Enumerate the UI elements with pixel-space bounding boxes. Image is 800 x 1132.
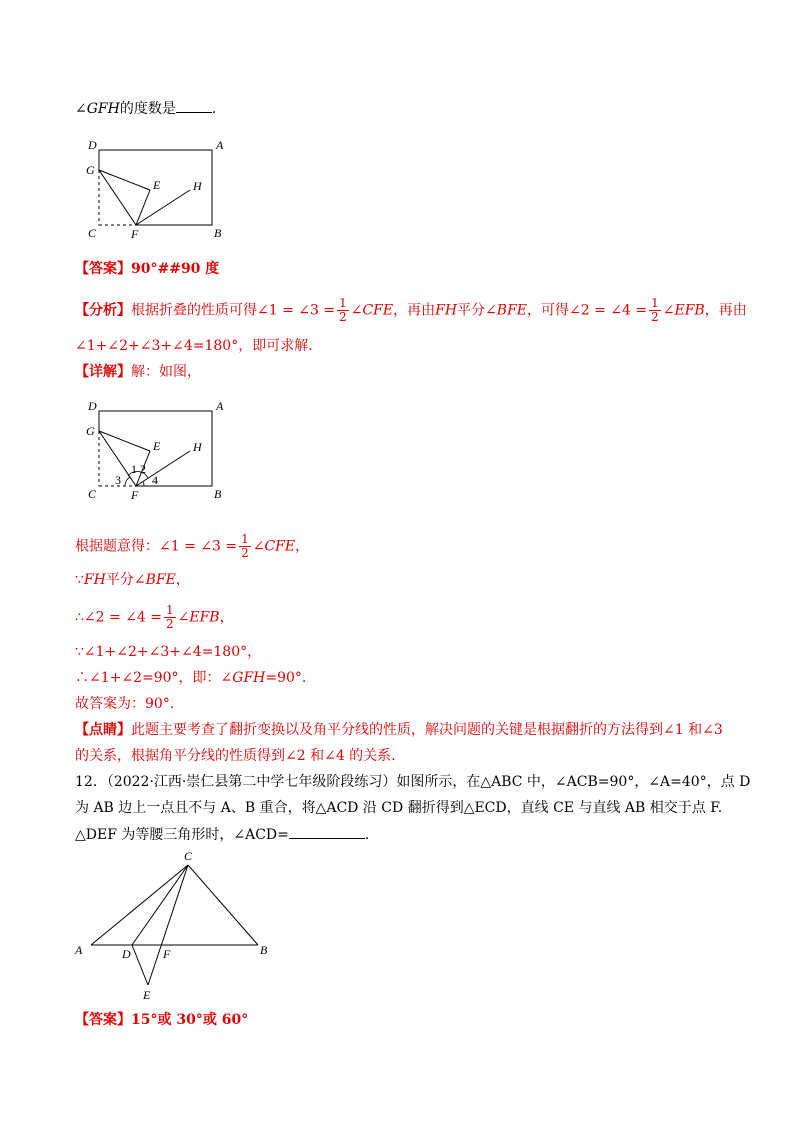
segment-de (132, 945, 148, 985)
fraction-half: $\frac{1}{2}$ (339, 296, 347, 324)
label-g: G (86, 424, 95, 438)
label-f: F (163, 947, 171, 961)
label-e: E (153, 178, 161, 192)
step-6: 故答案为：90°. (75, 696, 175, 712)
label-b: B (214, 226, 222, 240)
label-d: D (88, 138, 97, 152)
label-d: D (88, 399, 97, 413)
answer-1: 【答案】90°##90 度 (75, 261, 220, 277)
segment-fh (136, 190, 190, 225)
angle-arc-3 (125, 477, 130, 486)
segment-ce (148, 865, 188, 985)
label-angle-2: 2 (140, 462, 146, 476)
q12-line-1: 12．（2022·江西·崇仁县第二中学七年级阶段练习）如图所示，在△ABC 中，∠ACB=90°，∠A=40°，点 D (75, 774, 751, 790)
figure-triangle-fold (70, 845, 280, 1005)
segment-ge (99, 431, 150, 451)
segment-ac (91, 865, 188, 945)
segment-cd (132, 865, 188, 945)
fraction-half: $\frac{1}{2}$ (651, 296, 659, 324)
step-3: ∴∠2 = ∠4 = $\frac{1}{2}$ ∠EFB， (75, 603, 234, 631)
label-h: H (193, 440, 202, 454)
label-g: G (86, 163, 95, 177)
step-1: 根据题意得：∠1 = ∠3 = $\frac{1}{2}$ ∠CFE， (75, 532, 310, 560)
label-e: E (143, 988, 151, 1002)
label-angle-3: 3 (115, 473, 121, 487)
label-a: A (216, 399, 224, 413)
answer-blank (176, 98, 212, 113)
segment-ef (136, 190, 150, 225)
analysis-line-2: ∠1+∠2+∠3+∠4=180°，即可求解. (75, 338, 313, 354)
label-b: B (260, 943, 268, 957)
segment-cb (188, 865, 258, 945)
figure-rectangle-fold-1 (80, 135, 240, 240)
answer-2: 【答案】15°或 30°或 60° (75, 1012, 249, 1028)
angle-arc-4 (143, 482, 144, 486)
label-f: F (131, 227, 139, 241)
segment-gf (99, 170, 136, 225)
label-c: C (88, 487, 97, 501)
step-2: ∵FH平分∠BFE， (75, 572, 190, 588)
label-c: C (184, 849, 193, 863)
label-b: B (214, 487, 222, 501)
figure-rectangle-fold-2 (80, 398, 240, 503)
label-f: F (131, 488, 139, 502)
label-h: H (193, 179, 202, 193)
label-d: D (122, 947, 131, 961)
step-5: ∴∠1+∠2=90°，即：∠GFH=90°. (75, 670, 307, 686)
label-a: A (216, 138, 224, 152)
q12-line-3: △DEF 为等腰三角形时，∠ACD= . (75, 824, 369, 845)
label-a: A (75, 943, 83, 957)
step-4: ∵∠1+∠2+∠3+∠4=180°， (75, 644, 262, 660)
analysis-line-1: 【分析】根据折叠的性质可得∠1 = ∠3 = $\frac{1}{2}$ ∠CFE，再由FH平分∠BFE，可得∠2 = ∠4 = $\frac{1}{2}$ ∠EFB，再由 (75, 296, 747, 324)
fraction-half: $\frac{1}{2}$ (166, 603, 174, 631)
label-angle-4: 4 (152, 473, 158, 487)
comment-line-1: 【点睛】此题主要考查了翻折变换以及角平分线的性质，解决问题的关键是根据翻折的方法得到∠1 和∠3 (75, 722, 723, 738)
q11-stem: ∠GFH的度数是 . (75, 98, 216, 119)
label-c: C (88, 226, 97, 240)
segment-ge (99, 170, 150, 190)
fraction-half: $\frac{1}{2}$ (241, 532, 249, 560)
comment-line-2: 的关系，根据角平分线的性质得到∠2 和∠4 的关系. (75, 748, 396, 764)
detail-heading: 【详解】解：如图， (75, 364, 201, 380)
label-angle-1: 1 (131, 462, 137, 476)
q12-line-2: 为 AB 边上一点且不与 A、B 重合，将△ACD 沿 CD 翻折得到△ECD，直线 CE 与直线 AB 相交于点 F. (75, 800, 723, 816)
label-e: E (153, 439, 161, 453)
answer-blank (289, 824, 365, 839)
